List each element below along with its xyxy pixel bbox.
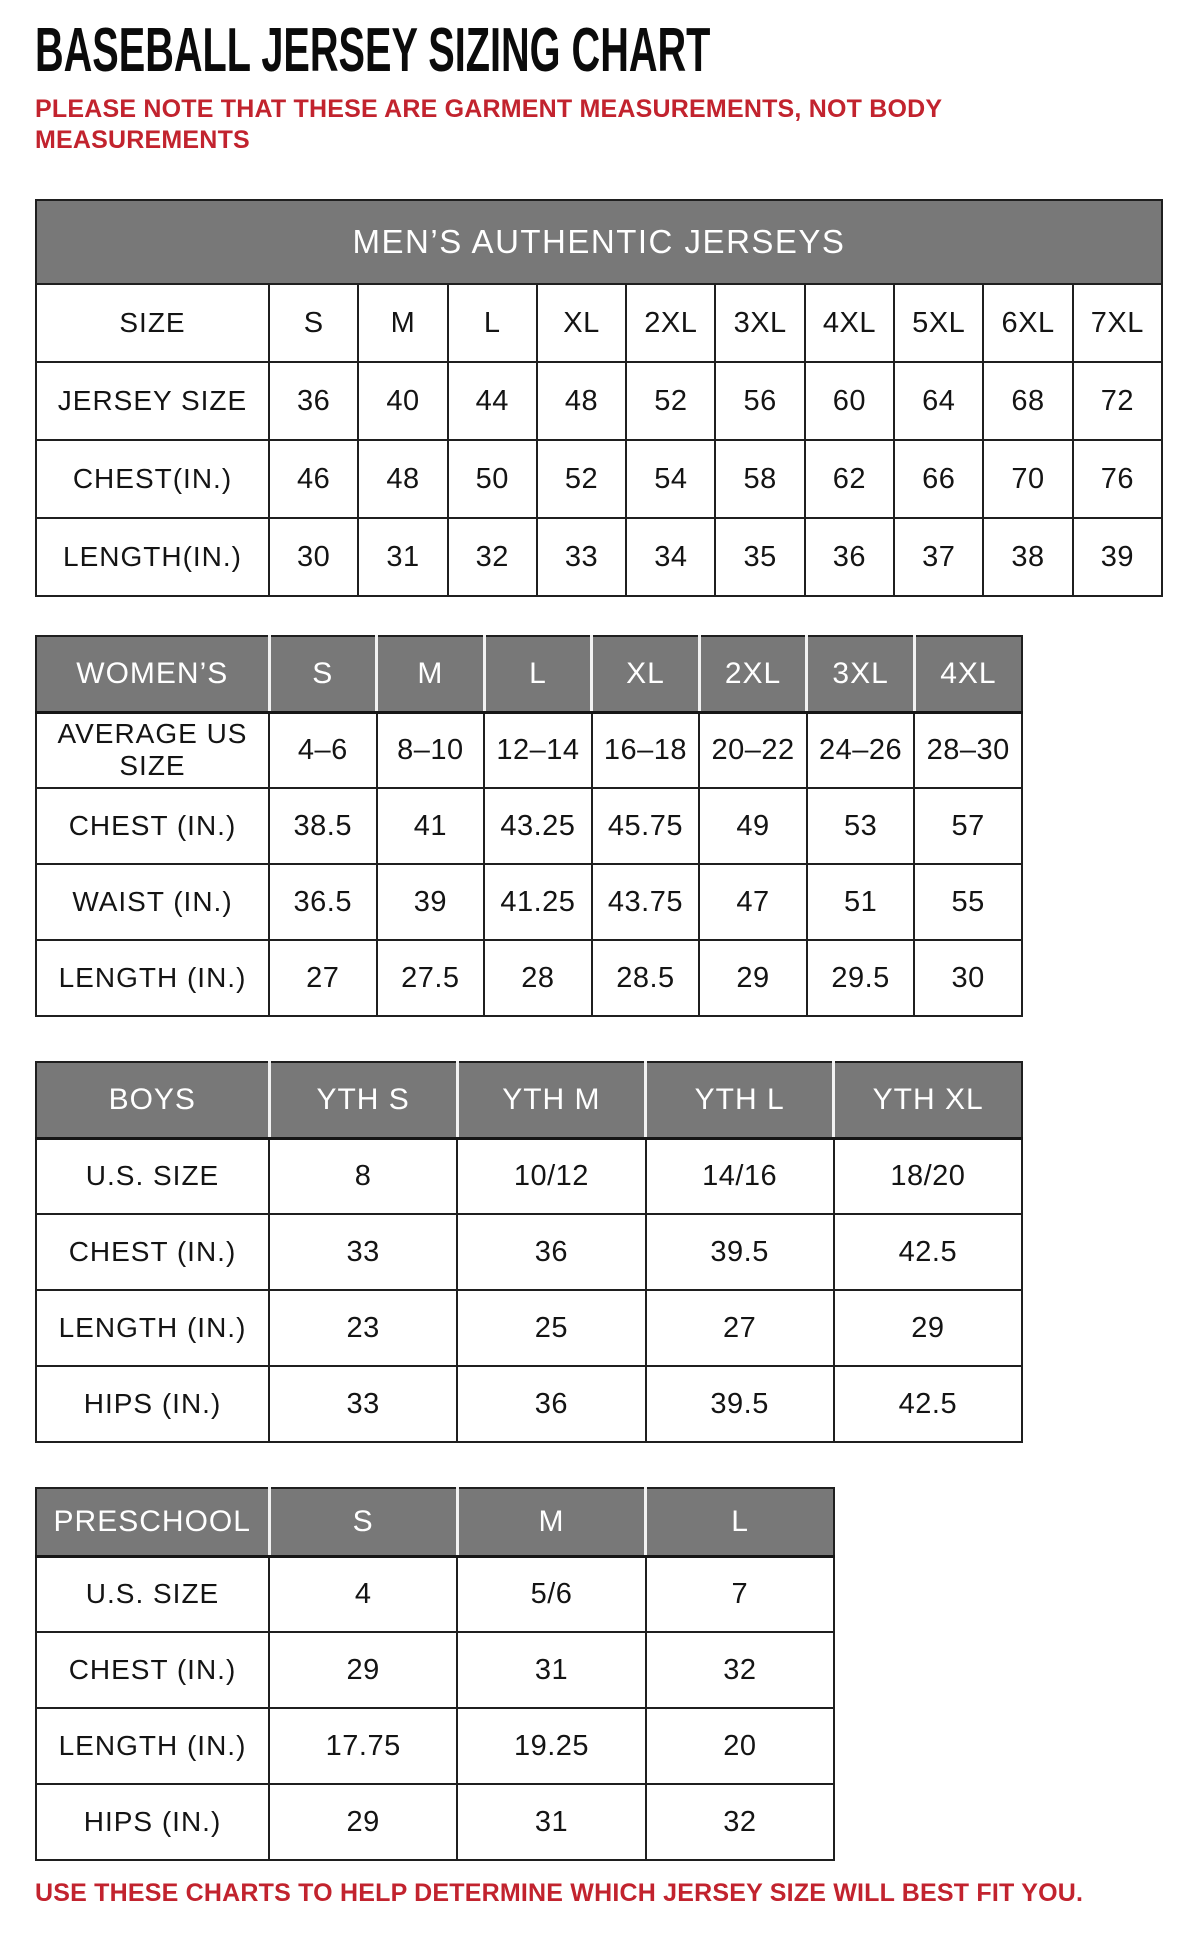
size-value-cell: 19.25 <box>457 1708 645 1784</box>
size-column-header: 2XL <box>699 636 807 712</box>
size-value-cell: 28.5 <box>592 940 700 1016</box>
row-label: CHEST (IN.) <box>36 788 269 864</box>
womens-header-row <box>36 636 1022 712</box>
preschool-sizing-table <box>35 1487 835 1861</box>
size-value-cell: 64 <box>894 362 983 440</box>
size-value-cell: 66 <box>894 440 983 518</box>
table-row <box>36 440 1162 518</box>
table-row <box>36 518 1162 596</box>
size-value-cell: 32 <box>646 1632 834 1708</box>
size-value-cell: 6XL <box>983 284 1072 362</box>
table-row <box>36 864 1022 940</box>
size-value-cell: 29.5 <box>807 940 915 1016</box>
size-value-cell: 45.75 <box>592 788 700 864</box>
size-value-cell: 5XL <box>894 284 983 362</box>
womens-sizing-table <box>35 635 1023 1017</box>
size-value-cell: 41.25 <box>484 864 592 940</box>
size-value-cell: 29 <box>699 940 807 1016</box>
table-row <box>36 1138 1022 1214</box>
size-value-cell: 36 <box>457 1214 645 1290</box>
size-value-cell: 47 <box>699 864 807 940</box>
size-value-cell: 36.5 <box>269 864 377 940</box>
size-value-cell: 56 <box>715 362 804 440</box>
boys-header-row <box>36 1062 1022 1138</box>
size-value-cell: 14/16 <box>646 1138 834 1214</box>
group-label-header: WOMEN’S <box>36 636 269 712</box>
row-label: LENGTH(IN.) <box>36 518 269 596</box>
size-value-cell: 33 <box>269 1366 457 1442</box>
size-value-cell: 76 <box>1073 440 1162 518</box>
size-value-cell: 4 <box>269 1556 457 1632</box>
size-value-cell: 70 <box>983 440 1072 518</box>
size-value-cell: 29 <box>834 1290 1022 1366</box>
size-value-cell: 27 <box>646 1290 834 1366</box>
fit-advice-note: USE THESE CHARTS TO HELP DETERMINE WHICH JERSEY SIZE WILL BEST FIT YOU. <box>35 1879 1084 1907</box>
size-value-cell: 20 <box>646 1708 834 1784</box>
table-row <box>36 284 1162 362</box>
table-row <box>36 712 1022 788</box>
size-value-cell: 52 <box>537 440 626 518</box>
garment-measurement-note: PLEASE NOTE THAT THESE ARE GARMENT MEASUREMENTS, NOT BODY MEASUREMENTS <box>35 95 942 154</box>
row-label: U.S. SIZE <box>36 1138 269 1214</box>
size-value-cell: L <box>448 284 537 362</box>
size-column-header: S <box>269 636 377 712</box>
size-value-cell: 18/20 <box>834 1138 1022 1214</box>
size-value-cell: 43.75 <box>592 864 700 940</box>
row-label: SIZE <box>36 284 269 362</box>
size-column-header: YTH XL <box>834 1062 1022 1138</box>
size-value-cell: 7XL <box>1073 284 1162 362</box>
row-label: CHEST (IN.) <box>36 1214 269 1290</box>
size-value-cell: 17.75 <box>269 1708 457 1784</box>
size-column-header: M <box>377 636 485 712</box>
size-column-header: 3XL <box>807 636 915 712</box>
size-value-cell: 50 <box>448 440 537 518</box>
size-column-header: YTH L <box>646 1062 834 1138</box>
row-label: CHEST(IN.) <box>36 440 269 518</box>
size-value-cell: 12–14 <box>484 712 592 788</box>
size-value-cell: 27.5 <box>377 940 485 1016</box>
size-value-cell: 29 <box>269 1632 457 1708</box>
size-value-cell: 38 <box>983 518 1072 596</box>
size-value-cell: 5/6 <box>457 1556 645 1632</box>
size-value-cell: 2XL <box>626 284 715 362</box>
table-row <box>36 940 1022 1016</box>
table-row <box>36 1214 1022 1290</box>
size-value-cell: 36 <box>805 518 894 596</box>
size-value-cell: 55 <box>914 864 1022 940</box>
group-label-header: PRESCHOOL <box>36 1488 269 1556</box>
size-value-cell: 4XL <box>805 284 894 362</box>
size-value-cell: 46 <box>269 440 358 518</box>
size-value-cell: 51 <box>807 864 915 940</box>
size-value-cell: 52 <box>626 362 715 440</box>
size-value-cell: S <box>269 284 358 362</box>
size-value-cell: 44 <box>448 362 537 440</box>
preschool-header-row <box>36 1488 834 1556</box>
size-value-cell: 31 <box>358 518 447 596</box>
row-label: JERSEY SIZE <box>36 362 269 440</box>
size-value-cell: 28 <box>484 940 592 1016</box>
size-column-header: YTH S <box>269 1062 457 1138</box>
size-value-cell: 38.5 <box>269 788 377 864</box>
size-value-cell: 23 <box>269 1290 457 1366</box>
row-label: LENGTH (IN.) <box>36 1290 269 1366</box>
size-value-cell: 62 <box>805 440 894 518</box>
size-value-cell: 20–22 <box>699 712 807 788</box>
size-value-cell: 32 <box>448 518 537 596</box>
size-value-cell: 32 <box>646 1784 834 1860</box>
size-value-cell: 39.5 <box>646 1366 834 1442</box>
group-label-header: BOYS <box>36 1062 269 1138</box>
size-value-cell: 42.5 <box>834 1214 1022 1290</box>
size-value-cell: 25 <box>457 1290 645 1366</box>
size-value-cell: 7 <box>646 1556 834 1632</box>
size-column-header: YTH M <box>457 1062 645 1138</box>
size-value-cell: 54 <box>626 440 715 518</box>
size-value-cell: 39 <box>1073 518 1162 596</box>
size-value-cell: 33 <box>269 1214 457 1290</box>
size-value-cell: 27 <box>269 940 377 1016</box>
table-row <box>36 1290 1022 1366</box>
size-column-header: L <box>484 636 592 712</box>
row-label: HIPS (IN.) <box>36 1784 269 1860</box>
size-value-cell: 10/12 <box>457 1138 645 1214</box>
size-value-cell: 8 <box>269 1138 457 1214</box>
size-value-cell: 30 <box>269 518 358 596</box>
row-label: LENGTH (IN.) <box>36 940 269 1016</box>
size-value-cell: 68 <box>983 362 1072 440</box>
boys-sizing-table <box>35 1061 1023 1443</box>
size-value-cell: 42.5 <box>834 1366 1022 1442</box>
size-column-header: XL <box>592 636 700 712</box>
size-column-header: 4XL <box>914 636 1022 712</box>
size-value-cell: 33 <box>537 518 626 596</box>
row-label: AVERAGE US SIZE <box>36 712 269 788</box>
size-value-cell: 57 <box>914 788 1022 864</box>
table-row <box>36 1366 1022 1442</box>
size-column-header: S <box>269 1488 457 1556</box>
size-value-cell: 36 <box>457 1366 645 1442</box>
size-value-cell: 37 <box>894 518 983 596</box>
row-label: WAIST (IN.) <box>36 864 269 940</box>
size-value-cell: 39 <box>377 864 485 940</box>
size-value-cell: 30 <box>914 940 1022 1016</box>
size-value-cell: 28–30 <box>914 712 1022 788</box>
table-row <box>36 1708 834 1784</box>
size-value-cell: 24–26 <box>807 712 915 788</box>
size-value-cell: 3XL <box>715 284 804 362</box>
row-label: CHEST (IN.) <box>36 1632 269 1708</box>
mens-banner-row <box>36 200 1162 284</box>
size-value-cell: 43.25 <box>484 788 592 864</box>
size-value-cell: 31 <box>457 1632 645 1708</box>
size-value-cell: M <box>358 284 447 362</box>
row-label: LENGTH (IN.) <box>36 1708 269 1784</box>
size-value-cell: 72 <box>1073 362 1162 440</box>
size-value-cell: XL <box>537 284 626 362</box>
size-value-cell: 60 <box>805 362 894 440</box>
mens-sizing-table <box>35 199 1163 597</box>
table-row <box>36 1632 834 1708</box>
size-value-cell: 35 <box>715 518 804 596</box>
size-value-cell: 49 <box>699 788 807 864</box>
table-row <box>36 788 1022 864</box>
size-value-cell: 36 <box>269 362 358 440</box>
size-value-cell: 39.5 <box>646 1214 834 1290</box>
table-row <box>36 362 1162 440</box>
size-value-cell: 4–6 <box>269 712 377 788</box>
size-value-cell: 58 <box>715 440 804 518</box>
size-value-cell: 53 <box>807 788 915 864</box>
table-row <box>36 1556 834 1632</box>
size-column-header: L <box>646 1488 834 1556</box>
mens-banner: MEN’S AUTHENTIC JERSEYS <box>36 200 1162 284</box>
size-value-cell: 29 <box>269 1784 457 1860</box>
size-column-header: M <box>457 1488 645 1556</box>
size-value-cell: 34 <box>626 518 715 596</box>
page-title: BASEBALL JERSEY SIZING CHART <box>35 16 711 85</box>
size-value-cell: 8–10 <box>377 712 485 788</box>
row-label: HIPS (IN.) <box>36 1366 269 1442</box>
size-value-cell: 41 <box>377 788 485 864</box>
size-value-cell: 48 <box>537 362 626 440</box>
row-label: U.S. SIZE <box>36 1556 269 1632</box>
size-value-cell: 31 <box>457 1784 645 1860</box>
size-value-cell: 16–18 <box>592 712 700 788</box>
size-value-cell: 48 <box>358 440 447 518</box>
size-value-cell: 40 <box>358 362 447 440</box>
table-row <box>36 1784 834 1860</box>
